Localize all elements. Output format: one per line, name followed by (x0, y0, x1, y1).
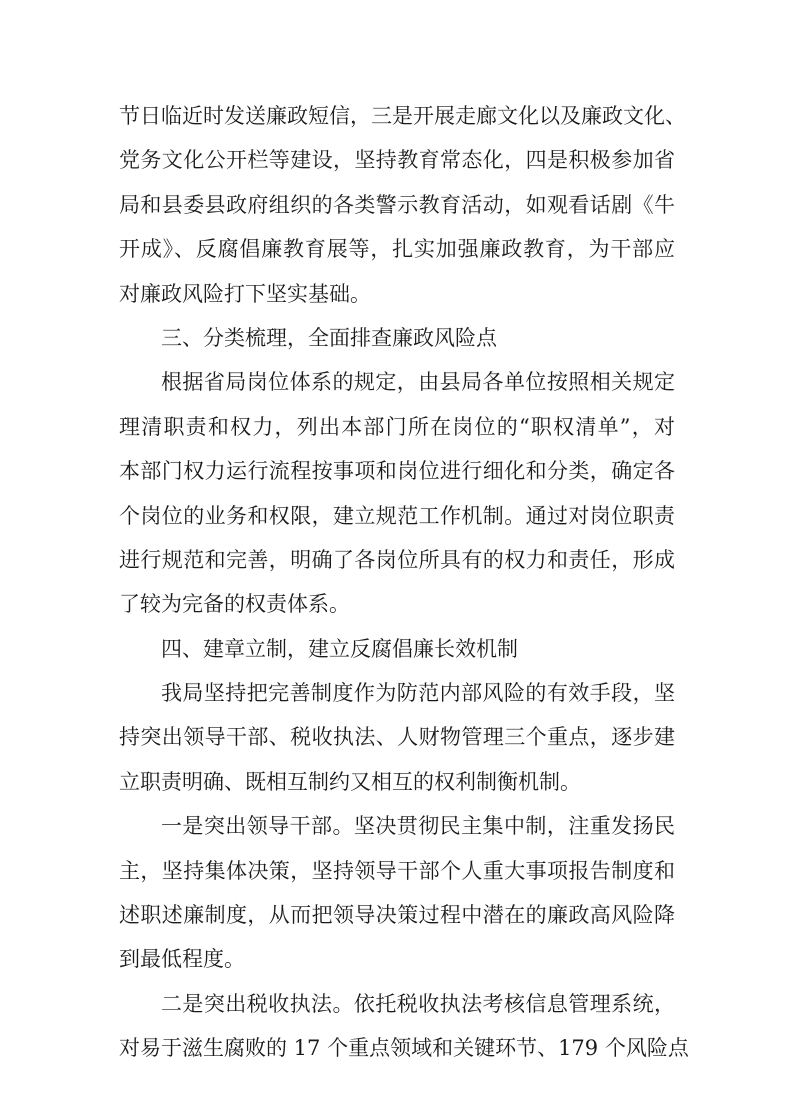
text-line: 持突出领导干部、税收执法、人财物管理三个重点，逐步建 (119, 725, 675, 750)
text-line: 个岗位的业务和权限，建立规范工作机制。通过对岗位职责 (119, 503, 675, 528)
text-line: 理清职责和权力，列出本部门所在岗位的“职权清单”，对 (119, 414, 675, 439)
text-line: 对廉政风险打下坚实基础。 (119, 281, 371, 306)
text-line: 到最低程度。 (119, 947, 245, 972)
text-line: 二是突出税收执法。依托税收执法考核信息管理系统， (161, 991, 675, 1016)
text-line: 进行规范和完善，明确了各岗位所具有的权力和责任，形成 (119, 547, 675, 572)
section-heading: 四、建章立制，建立反腐倡廉长效机制 (161, 636, 518, 661)
text-line: 局和县委县政府组织的各类警示教育活动，如观看话剧《牛 (119, 192, 675, 217)
text-line: 根据省局岗位体系的规定，由县局各单位按照相关规定 (161, 370, 675, 395)
text-line: 对易于滋生腐败的 17 个重点领域和关键环节、179 个风险点 (119, 1036, 689, 1061)
text-line: 立职责明确、既相互制约又相互的权利制衡机制。 (119, 769, 581, 794)
text-line: 我局坚持把完善制度作为防范内部风险的有效手段，坚 (161, 681, 675, 706)
text-line: 主，坚持集体决策，坚持领导干部个人重大事项报告制度和 (119, 858, 675, 883)
text-line: 本部门权力运行流程按事项和岗位进行细化和分类，确定各 (119, 459, 675, 484)
body-text (119, 94, 689, 1071)
text-line: 一是突出领导干部。坚决贯彻民主集中制，注重发扬民 (161, 814, 675, 839)
text-line: 了较为完备的权责体系。 (119, 592, 350, 617)
section-heading: 三、分类梳理，全面排查廉政风险点 (161, 325, 497, 350)
text-line: 开成》、反腐倡廉教育展等，扎实加强廉政教育，为干部应 (119, 237, 675, 262)
text-line: 节日临近时发送廉政短信，三是开展走廊文化以及廉政文化、 (119, 104, 686, 128)
text-line: 述职述廉制度，从而把领导决策过程中潜在的廉政高风险降 (119, 903, 675, 928)
text-line: 党务文化公开栏等建设，坚持教育常态化，四是积极参加省 (119, 148, 675, 173)
